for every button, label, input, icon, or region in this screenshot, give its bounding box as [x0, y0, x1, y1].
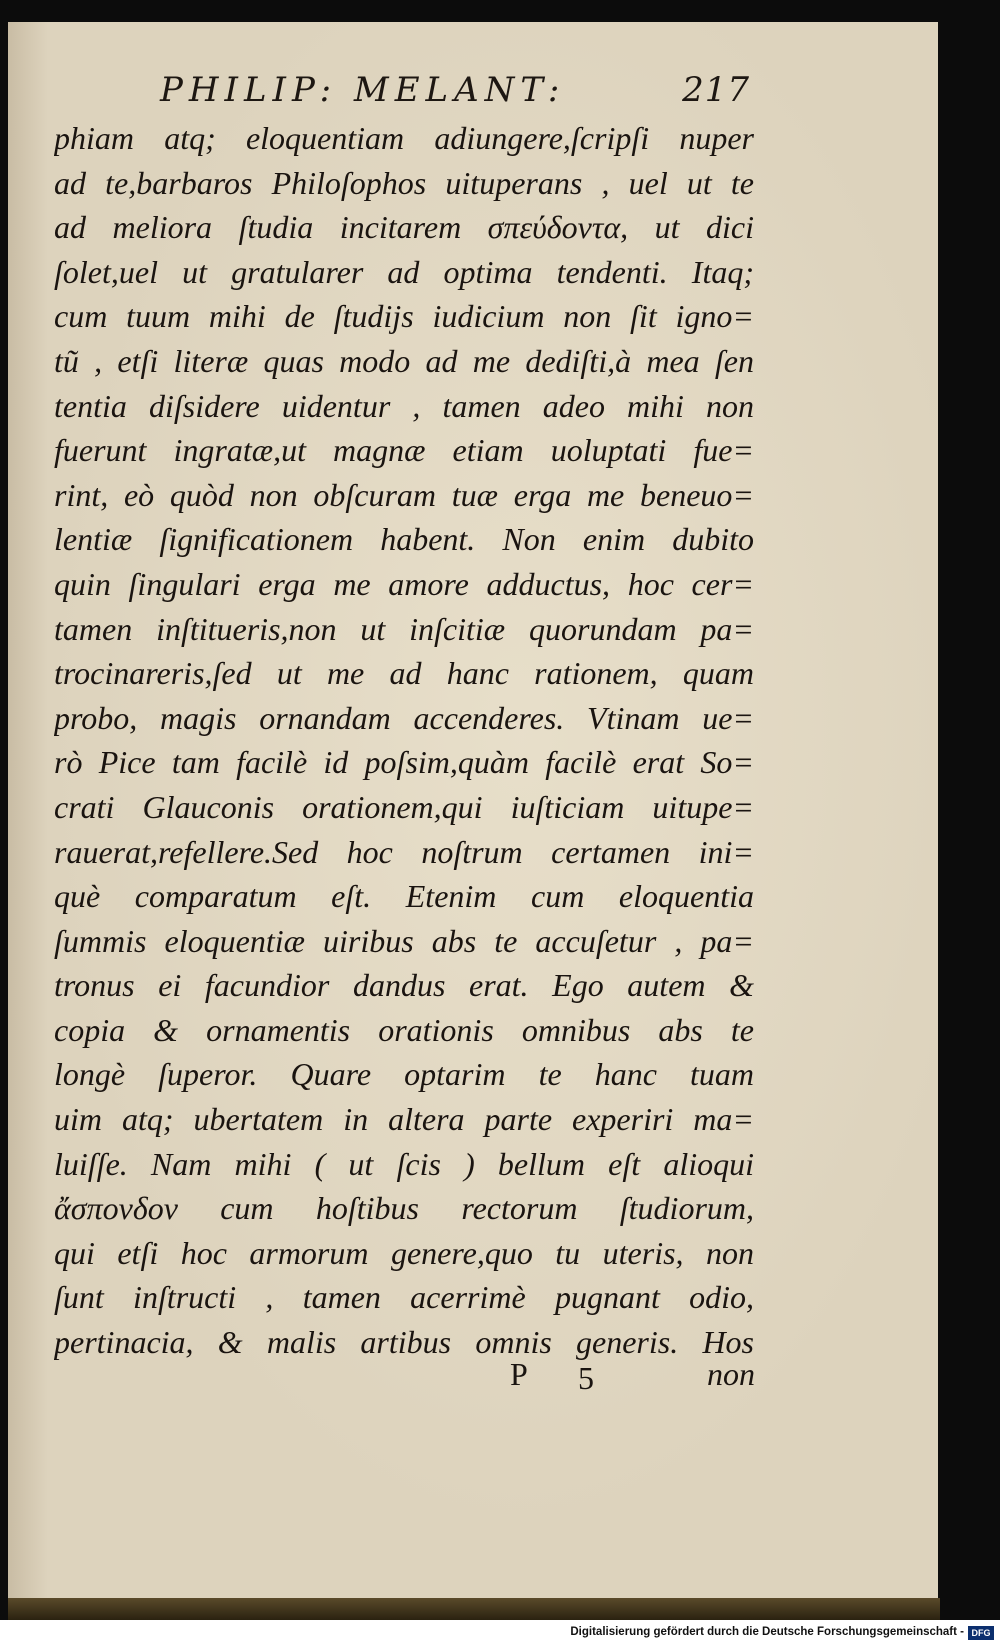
text-line: tentia diſsidere uidentur , tamen adeo mihi non [54, 387, 754, 424]
text-line: ſunt inſtructi , tamen acerrimè pugnant odio, [54, 1279, 754, 1316]
digitization-credit: Digitalisierung gefördert durch die Deutsche Forschungsgemeinschaft - [570, 1626, 964, 1638]
text-line: lentiæ ſignificationem habent. Non enim dubito [54, 521, 754, 558]
text-line: phiam atq; eloquentiam adiungere,ſcripſi nuper [54, 120, 754, 156]
body-text [54, 116, 754, 1365]
signature-mark: P [510, 1356, 528, 1392]
text-line: trocinareris,ſed ut me ad hanc rationem, quam [54, 655, 754, 692]
running-head-title: PHILIP: MELANT: [160, 70, 566, 110]
text-line: crati Glauconis orationem,qui iuſticiam uitupe= [54, 788, 754, 825]
text-line: copia & ornamentis orationis omnibus abs te [54, 1011, 754, 1048]
text-line: ἄσπονδον cum hoſtibus rectorum ſtudiorum, [54, 1190, 754, 1227]
signature-number: 5 [578, 1360, 594, 1396]
text-line: ad meliora ſtudia incitarem σπεύδοντα, ut dici [54, 209, 754, 246]
text-line: luiſſe. Nam mihi ( ut ſcis ) bellum eſt alioqui [54, 1145, 754, 1182]
running-head [160, 70, 750, 120]
text-line: rauerat,refellere.Sed hoc noſtrum certamen ini= [54, 833, 754, 870]
catchword: non [707, 1356, 755, 1392]
text-line: tamen inſtitueris,non ut inſcitiæ quorundam pa= [54, 610, 754, 647]
text-line: uim atq; ubertatem in altera parte experiri ma= [54, 1101, 754, 1138]
text-line: ſummis eloquentiæ uiribus abs te accuſetur , pa= [54, 922, 754, 959]
text-line: cum tuum mihi de ſtudijs iudicium non ſit igno= [54, 298, 754, 335]
text-line: rò Pice tam facilè id poſsim,quàm facilè erat So= [54, 744, 754, 781]
text-line: longè ſuperor. Quare optarim te hanc tuam [54, 1056, 754, 1093]
text-line: tronus ei facundior dandus erat. Ego autem & [54, 967, 754, 1004]
text-line: què comparatum eſt. Etenim cum eloquentia [54, 878, 754, 915]
page-edge-shadow [8, 1598, 940, 1620]
page-number: 217 [682, 70, 750, 110]
text-line: quin ſingulari erga me amore adductus, hoc cer= [54, 565, 754, 602]
text-line: qui etſi hoc armorum genere,quo tu uteris, non [54, 1234, 754, 1271]
text-line: fuerunt ingratæ,ut magnæ etiam uoluptati fue= [54, 432, 754, 469]
text-line: tũ , etſi literæ quas modo ad me dediſti,à mea ſen [54, 342, 754, 379]
text-line: ſolet,uel ut gratularer ad optima tendenti. Itaq; [54, 253, 754, 290]
text-line: ad te,barbaros Philoſophos uituperans , uel ut te [54, 164, 754, 201]
text-line: rint, eò quòd non obſcuram tuæ erga me beneuo= [54, 476, 754, 513]
catchword-line [500, 1356, 755, 1400]
dfg-logo: DFG [968, 1626, 994, 1640]
text-line: pertinacia, & malis artibus omnis generis. Hos [54, 1324, 754, 1361]
text-line: probo, magis ornandam accenderes. Vtinam ue= [54, 699, 754, 736]
